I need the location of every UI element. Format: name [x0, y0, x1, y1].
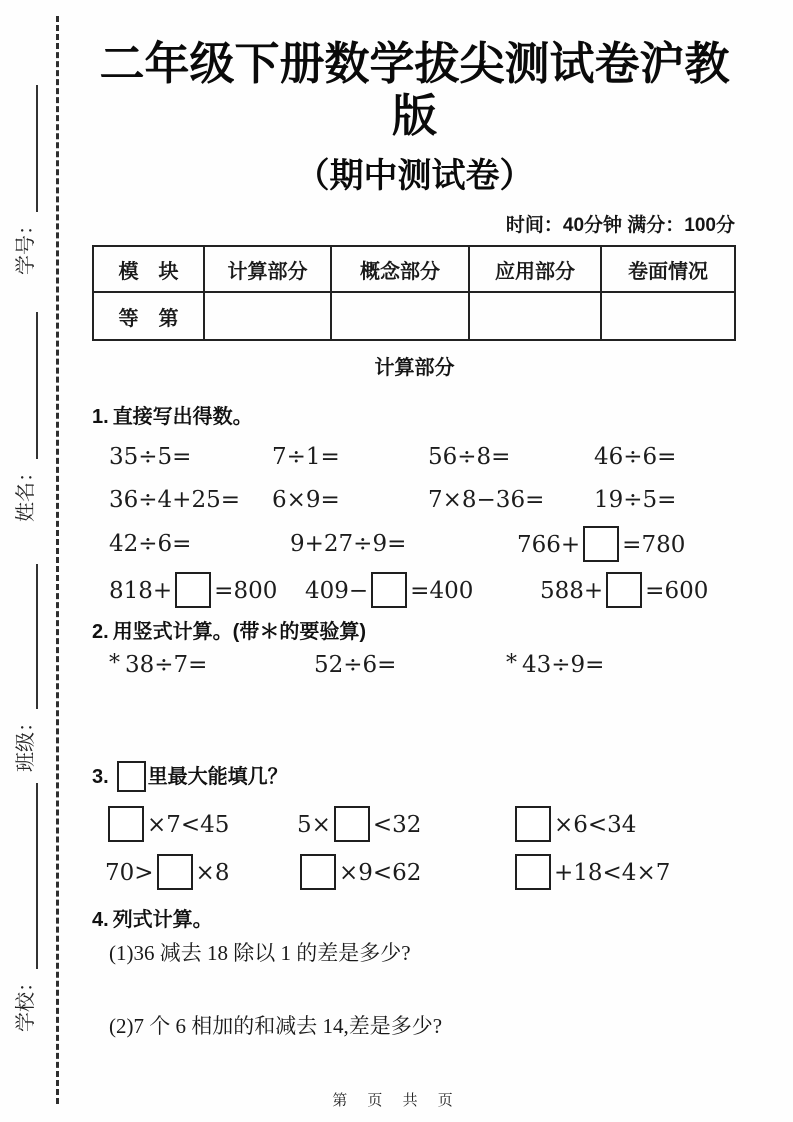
- main-content: [92, 30, 737, 1040]
- score-header-application: 应用部分: [469, 246, 601, 292]
- equation: [314, 651, 506, 679]
- inequality-with-box: [297, 806, 512, 842]
- equation-with-box: [517, 526, 685, 562]
- equation-left: 766+: [517, 532, 581, 558]
- problem-3-number: 3.: [92, 765, 109, 788]
- equation: 9+27÷9=: [290, 531, 407, 557]
- problem-1-heading: [92, 405, 737, 429]
- grade-cell-calculation: [204, 292, 331, 340]
- inequality-with-box: [297, 854, 512, 890]
- answer-box: [515, 806, 551, 842]
- answer-box: [334, 806, 370, 842]
- school-blank-line: [32, 783, 38, 969]
- equation: 43÷9=: [522, 652, 605, 678]
- name-blank-line: [32, 312, 38, 459]
- inequality-right: <32: [372, 812, 422, 838]
- answer-box: [371, 572, 407, 608]
- sidebar-field-school: [12, 782, 38, 1032]
- equation-starred: [109, 650, 314, 679]
- inequality-with-box: [512, 806, 636, 842]
- score-header-concept: 概念部分: [331, 246, 469, 292]
- inequality-with-box: [105, 854, 297, 890]
- problem-4-title: 列式计算。: [112, 909, 213, 931]
- problem-4-heading: [92, 908, 737, 932]
- inequality-right: +18<4×7: [554, 860, 671, 886]
- equation: 42÷6=: [109, 531, 192, 557]
- equation-with-box: [540, 572, 708, 608]
- equation: 36÷4+25=: [109, 487, 240, 513]
- problem-1-row-4: [92, 568, 737, 612]
- score-table-header-row: [93, 246, 735, 292]
- equation: 52÷6=: [314, 651, 397, 678]
- class-blank-line: [32, 564, 38, 709]
- equation-with-box: [109, 572, 305, 608]
- page-title: 二年级下册数学拔尖测试卷沪教版: [99, 38, 730, 141]
- inequality-right: ×6<34: [554, 812, 637, 838]
- name-label: 姓名：: [15, 462, 37, 522]
- asterisk-mark: *: [109, 651, 120, 676]
- score-table-grade-row: [93, 292, 735, 340]
- answer-box: [300, 854, 336, 890]
- answer-box: [175, 572, 211, 608]
- answer-box: [606, 572, 642, 608]
- problem-4-question-2: (2)7 个 6 相加的和减去 14,差是多少?: [109, 1014, 443, 1038]
- binding-dashed-line: [56, 16, 59, 1104]
- score-header-calculation: 计算部分: [204, 246, 331, 292]
- problem-2-heading: [92, 620, 737, 644]
- answer-box: [117, 761, 146, 792]
- inequality-left: 70>: [105, 860, 154, 886]
- problem-2-title: 用竖式计算。(带＊的要验算): [112, 621, 367, 643]
- grade-cell-application: [469, 292, 601, 340]
- equation: 56÷8=: [428, 444, 511, 470]
- answer-box: [157, 854, 193, 890]
- page-footer: 第 页 共 页: [332, 1092, 461, 1109]
- score-table: [92, 245, 736, 341]
- equation-right: =780: [622, 532, 686, 558]
- page-subtitle: （期中测试卷）: [295, 157, 534, 195]
- problem-3-row-2: [92, 850, 737, 894]
- problem-4-question-1: (1)36 减去 18 除以 1 的差是多少?: [109, 941, 411, 965]
- sidebar-field-class: [12, 564, 38, 772]
- problem-1-number: 1.: [92, 406, 109, 428]
- equation: 7×8−36=: [428, 487, 545, 513]
- student-id-label: 学号：: [15, 215, 37, 275]
- equation-right: =600: [645, 578, 709, 604]
- inequality-right: ×7<45: [147, 812, 230, 838]
- problem-3-row-1: [92, 802, 737, 846]
- answer-box: [583, 526, 619, 562]
- student-id-blank-line: [32, 85, 38, 212]
- equation: 35÷5=: [109, 444, 192, 470]
- equation: 6×9=: [272, 487, 340, 513]
- sidebar-field-student-id: [12, 85, 38, 275]
- problem-1-title: 直接写出得数。: [112, 406, 253, 428]
- asterisk-mark: *: [506, 651, 517, 676]
- answer-box: [515, 854, 551, 890]
- time-score-meta: 时间：40分钟 满分：100分: [505, 215, 735, 236]
- equation: 19÷5=: [594, 487, 677, 513]
- equation: 46÷6=: [594, 444, 677, 470]
- problem-3-title: 里最大能填几？: [147, 765, 288, 788]
- grade-cell-neatness: [601, 292, 735, 340]
- inequality-with-box: [512, 854, 670, 890]
- answer-box: [108, 806, 144, 842]
- problem-2-number: 2.: [92, 621, 109, 643]
- equation-with-box: [305, 572, 540, 608]
- problem-2-row: [92, 650, 737, 679]
- equation-right: =800: [214, 578, 278, 604]
- problem-1-row-2: [92, 486, 737, 514]
- class-label: 班级：: [15, 712, 37, 772]
- grade-cell-concept: [331, 292, 469, 340]
- sidebar-field-name: [12, 312, 38, 522]
- equation: 7÷1=: [272, 444, 340, 470]
- inequality-left: 5×: [297, 812, 331, 838]
- problem-1-row-3: [92, 522, 737, 566]
- equation-left: 818+: [109, 578, 173, 604]
- problem-1-row-1: [92, 443, 737, 471]
- inequality-right: ×8: [195, 860, 230, 886]
- equation-left: 409−: [305, 578, 369, 604]
- section-title: 计算部分: [374, 357, 455, 379]
- equation-starred: [506, 650, 604, 679]
- equation-right: =400: [410, 578, 474, 604]
- problem-3-heading: [92, 761, 737, 792]
- inequality-with-box: [105, 806, 297, 842]
- score-header-module: 模 块: [93, 246, 204, 292]
- problem-4-number: 4.: [92, 909, 109, 931]
- equation: 38÷7=: [125, 652, 208, 678]
- grade-row-label: 等 第: [93, 292, 204, 340]
- equation-left: 588+: [540, 578, 604, 604]
- inequality-right: ×9<62: [339, 860, 422, 886]
- score-header-neatness: 卷面情况: [601, 246, 735, 292]
- school-label: 学校：: [15, 972, 37, 1032]
